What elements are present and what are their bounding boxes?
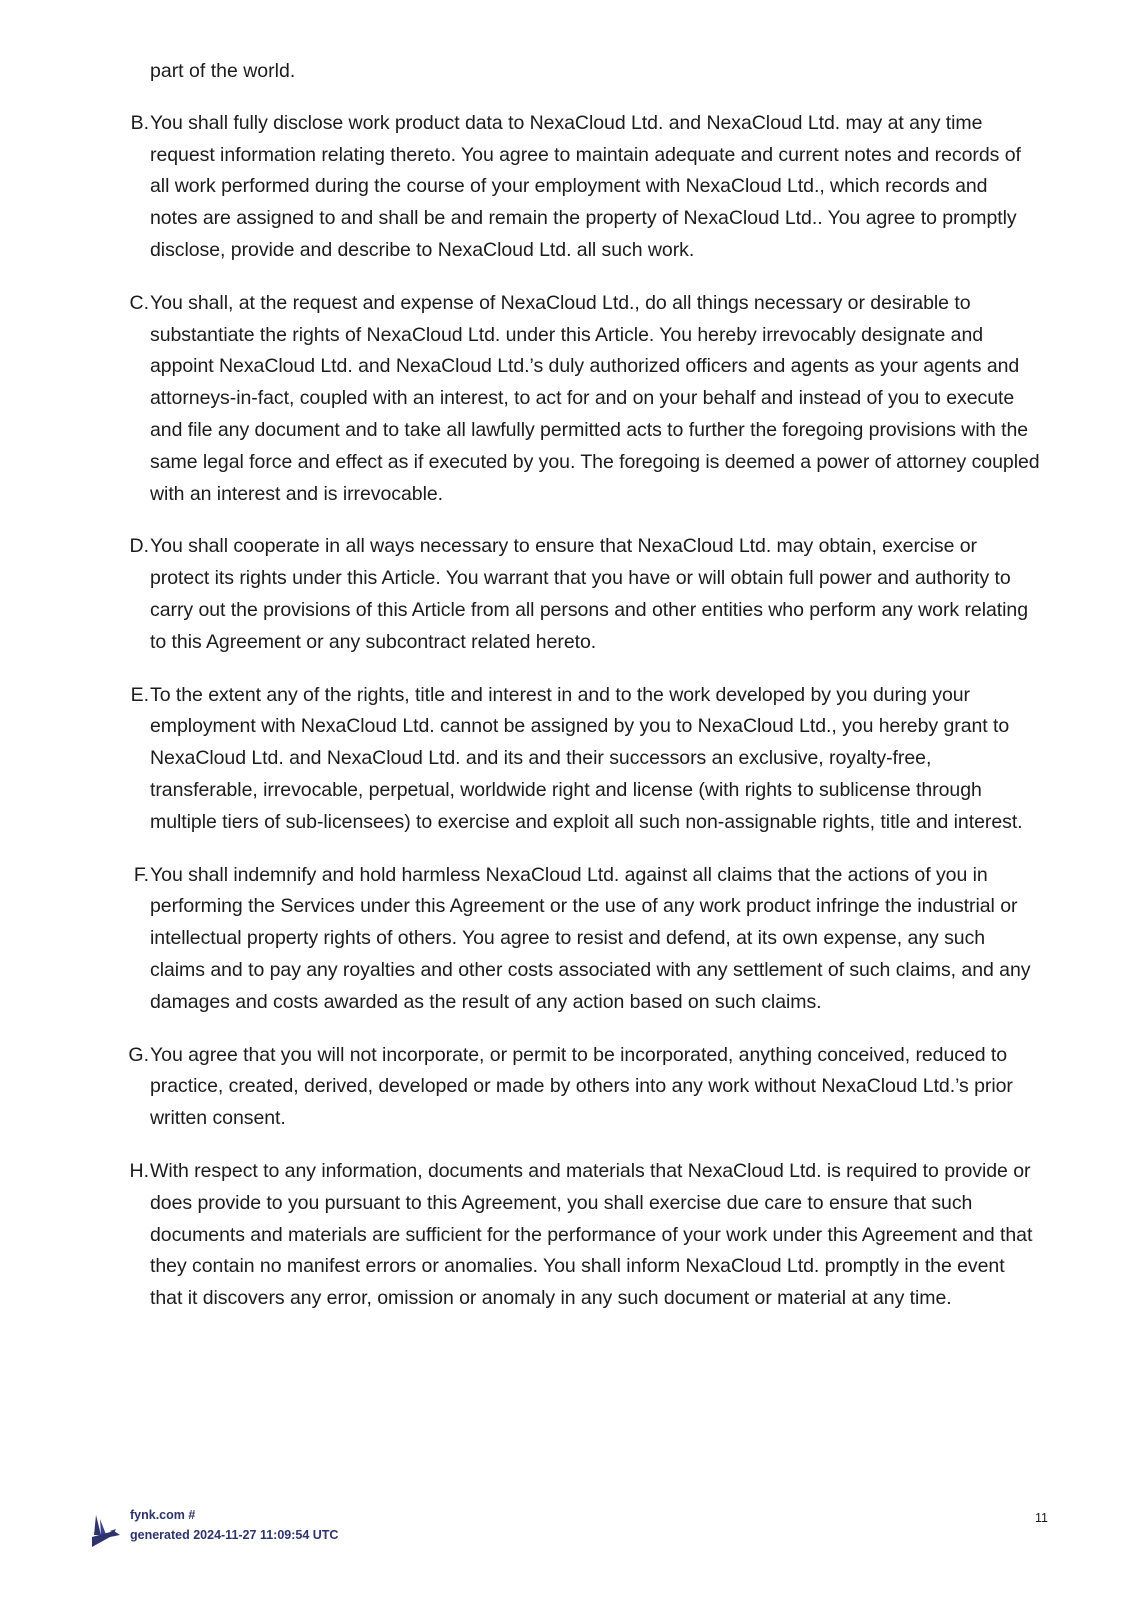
document-body	[120, 56, 1040, 1336]
clause-b	[120, 108, 1040, 267]
clause-letter: E.	[130, 683, 149, 706]
clause-letter: C.	[129, 291, 149, 314]
clause-text: With respect to any information, documents and materials that NexaCloud Ltd. is required to provide or does provide to you pursuant to this Agreement, you shall exercise due care to ensure that such documents and materials are sufficient for the performance of your work under this Agreement and that they contain no manifest errors or anomalies. You shall inform NexaCloud Ltd. promptly in the event that it discovers any error, omission or anomaly in any such document or material at any time.	[150, 1159, 1033, 1310]
clause-text: You shall, at the request and expense of NexaCloud Ltd., do all things necessary or desirable to substantiate the rights of NexaCloud Ltd. under this Article. You hereby irrevocably designate and appoint NexaCloud Ltd. and NexaCloud Ltd.’s duly authorized officers and agents as your agents and attorneys-in-fact, coupled with an interest, to act for and on your behalf and instead of you to execute and file any document and to take all lawfully permitted acts to further the foregoing provisions with the same legal force and effect as if executed by you. The foregoing is deemed a power of attorney coupled with an interest and is irrevocable.	[150, 291, 1040, 505]
clause-text: To the extent any of the rights, title and interest in and to the work developed by you during your employment with NexaCloud Ltd. cannot be assigned by you to NexaCloud Ltd., you hereby grant to NexaCloud Ltd. and NexaCloud Ltd. and its and their successors an exclusive, royalty-free, transferable, irrevocable, perpetual, worldwide right and license (with rights to sublicense through multiple tiers of sub-licensees) to exercise and exploit all such non-assignable rights, title and interest.	[150, 683, 1023, 833]
clause-letter: G.	[128, 1043, 149, 1066]
clause-letter: B.	[130, 111, 149, 134]
page-number: 11	[1035, 1511, 1048, 1525]
footer-text	[130, 1505, 338, 1545]
site-label[interactable]: fynk.com #	[130, 1508, 196, 1522]
clause-letter: F.	[133, 863, 149, 886]
clause-text: You agree that you will not incorporate, or permit to be incorporated, anything conceived, reduced to practice, created, derived, developed or made by others into any work without NexaCloud Ltd.’s prior written consent.	[150, 1043, 1013, 1130]
clause-text: You shall indemnify and hold harmless NexaCloud Ltd. against all claims that the actions of you in performing the Services under this Agreement or the use of any work product infringe the industrial or intellectual property rights of others. You agree to resist and defend, at its own expense, any such claims and to pay any royalties and other costs associated with any settlement of such claims, and any damages and costs awarded as the result of any action based on such claims.	[150, 863, 1031, 1013]
clause-e	[120, 680, 1040, 839]
clause-letter: H.	[129, 1159, 149, 1182]
clause-text: You shall fully disclose work product data to NexaCloud Ltd. and NexaCloud Ltd. may at any time request information relating thereto. You agree to maintain adequate and current notes and records of all work performed during the course of your employment with NexaCloud Ltd., which records and notes are assigned to and shall be and remain the property of NexaCloud Ltd.. You agree to promptly disclose, provide and describe to NexaCloud Ltd. all such work.	[150, 111, 1021, 261]
page-footer	[88, 1505, 1048, 1550]
clause-letter: D.	[129, 535, 149, 558]
generated-timestamp: generated 2024-11-27 11:09:54 UTC	[130, 1528, 339, 1542]
clause-f	[120, 860, 1040, 1019]
clause-g	[120, 1040, 1040, 1135]
clause-text: You shall cooperate in all ways necessary to ensure that NexaCloud Ltd. may obtain, exercise or protect its rights under this Article. You warrant that you have or will obtain full power and authority to carry out the provisions of this Article from all persons and other entities who perform any work relating to this Agreement or any subcontract related hereto.	[150, 535, 1029, 653]
continued-text: part of the world.	[150, 60, 296, 82]
fynk-bird-logo-icon	[88, 1513, 124, 1549]
clause-h	[120, 1156, 1040, 1315]
clause-d	[120, 531, 1040, 658]
clause-c	[120, 288, 1040, 511]
